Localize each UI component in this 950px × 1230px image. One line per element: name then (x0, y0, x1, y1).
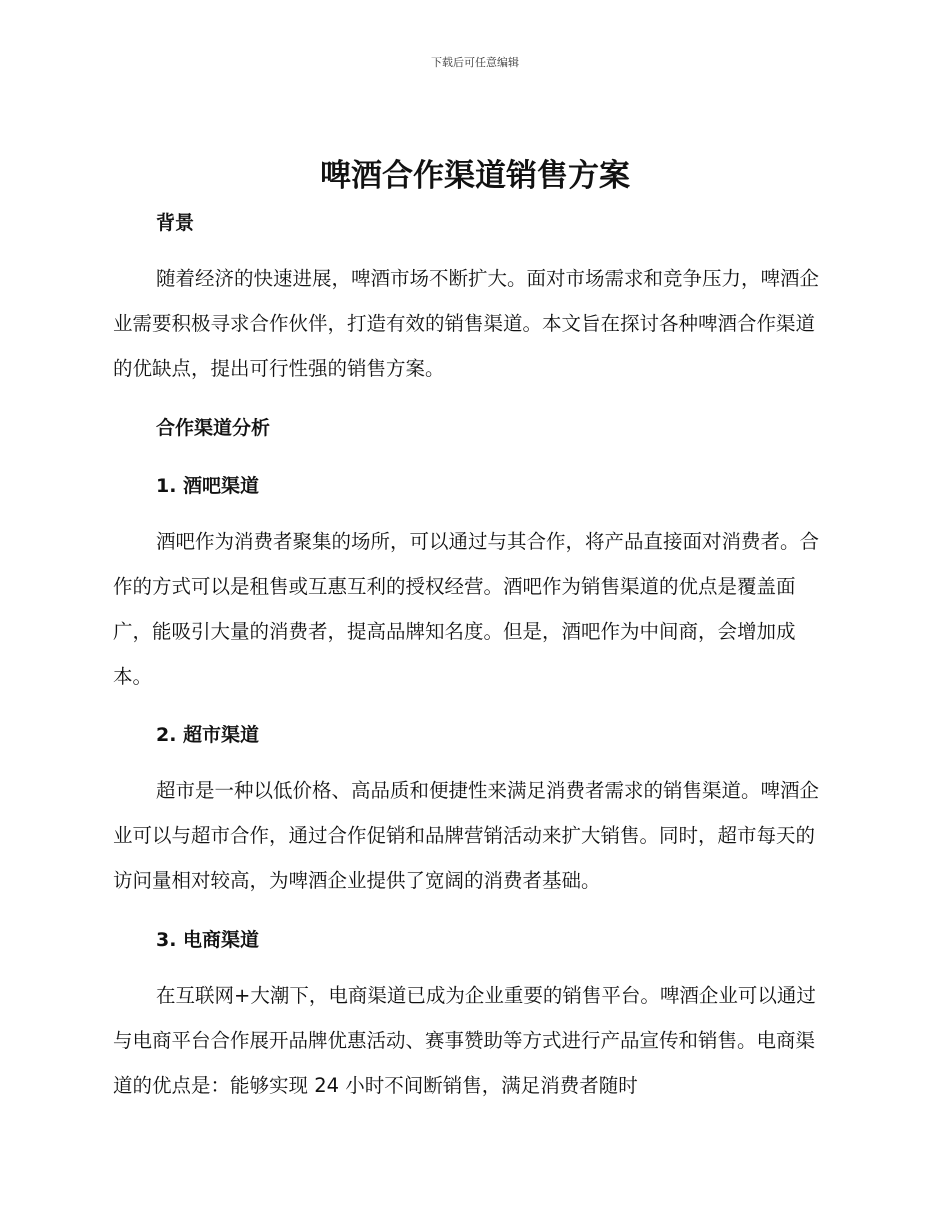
section-paragraph-ecommerce-channel: 在互联网+大潮下，电商渠道已成为企业重要的销售平台。啤酒企业可以通过与电商平台合作展开品牌优惠活动、赛事赞助等方式进行产品宣传和销售。电商渠道的优点是：能够实现 24 小时不间断销售，满足消费者随时 (113, 984, 816, 1097)
section-paragraph-background: 随着经济的快速进展，啤酒市场不断扩大。面对市场需求和竞争压力，啤酒企业需要积极寻求合作伙伴，打造有效的销售渠道。本文旨在探讨各种啤酒合作渠道的优缺点，提出可行性强的销售方案。 (113, 267, 820, 380)
document-title: 啤酒合作渠道销售方案 (320, 158, 630, 194)
section-heading-channel-analysis: 合作渠道分析 (156, 417, 271, 439)
section-heading-ecommerce-channel: 3. 电商渠道 (156, 929, 260, 951)
section-heading-background: 背景 (156, 212, 195, 234)
section-paragraph-bar-channel: 酒吧作为消费者聚集的场所，可以通过与其合作，将产品直接面对消费者。合作的方式可以是租售或互惠互利的授权经营。酒吧作为销售渠道的优点是覆盖面广，能吸引大量的消费者，提高品牌知名度。但是，酒吧作为中间商，会增加成本。 (113, 530, 820, 688)
section-paragraph-supermarket-channel: 超市是一种以低价格、高品质和便捷性来满足消费者需求的销售渠道。啤酒企业可以与超市合作，通过合作促销和品牌营销活动来扩大销售。同时，超市每天的访问量相对较高，为啤酒企业提供了宽阔的消费者基础。 (113, 779, 820, 892)
section-heading-supermarket-channel: 2. 超市渠道 (156, 724, 260, 746)
page-header-note: 下载后可任意编辑 (431, 56, 519, 69)
section-heading-bar-channel: 1. 酒吧渠道 (156, 475, 260, 497)
